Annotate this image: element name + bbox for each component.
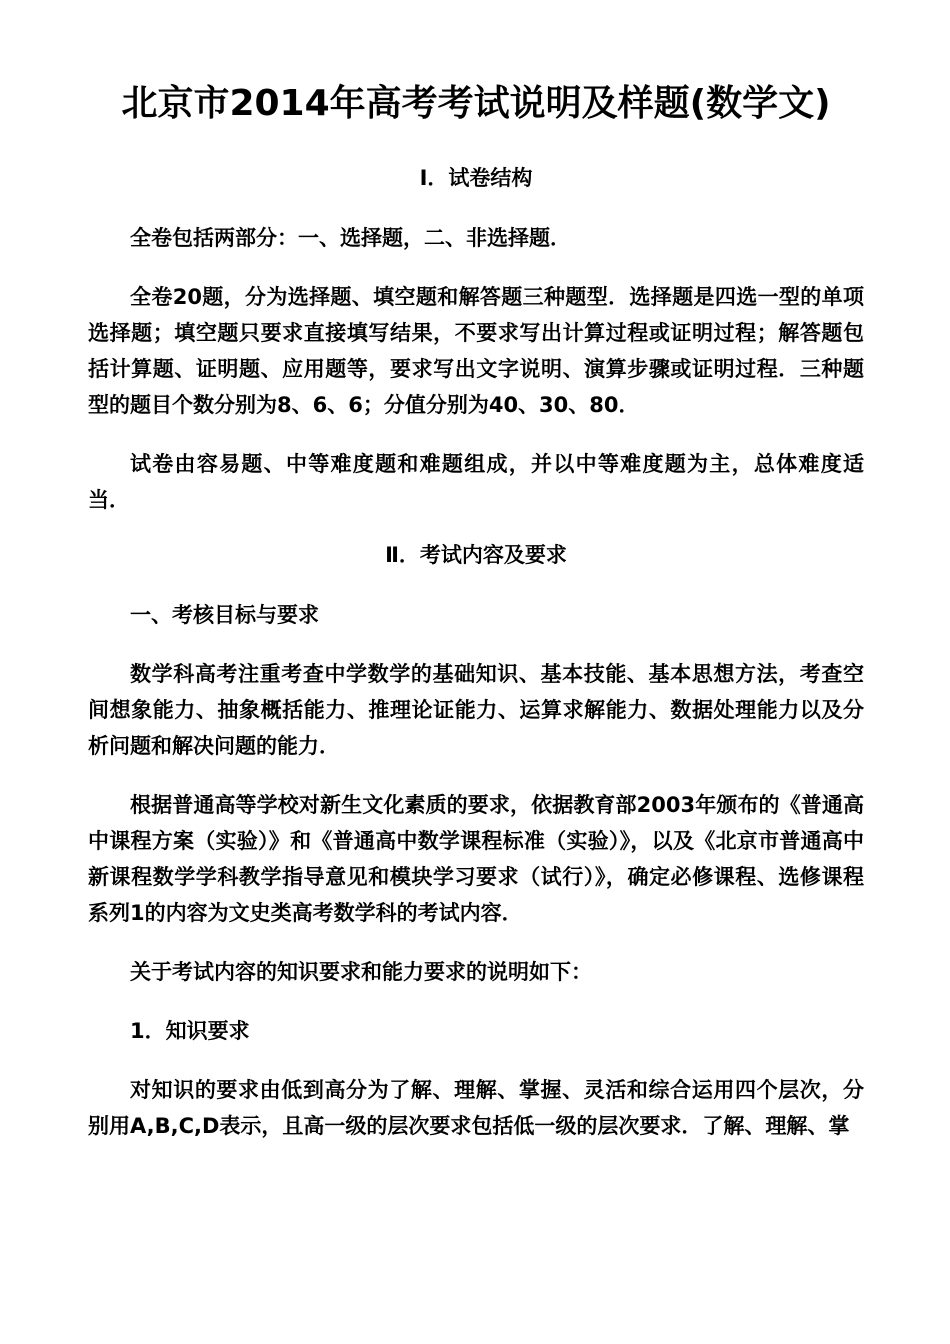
paragraph: 试卷由容易题、中等难度题和难题组成，并以中等难度题为主，总体难度适当． xyxy=(88,452,864,512)
paragraph: 根据普通高等学校对新生文化素质的要求，依据教育部2003年颁布的《普通高中课程方案（实验）》和《普通高中数学课程标准（实验）》，以及《北京市普通高中新课程数学学科教学指导意见和模块学习要求（试行）》，确定必修课程、选修课程系列1的内容为文史类高考数学科的考试内容． xyxy=(88,793,864,925)
section-heading-structure: Ⅰ．试卷结构 xyxy=(419,166,533,190)
subheading-objectives: 一、考核目标与要求 xyxy=(130,603,319,627)
section-heading-content: Ⅱ．考试内容及要求 xyxy=(385,543,567,567)
subheading-knowledge: 1．知识要求 xyxy=(130,1019,250,1043)
paragraph: 对知识的要求由低到高分为了解、理解、掌握、灵活和综合运用四个层次，分别用A,B,C,D表示，且高一级的层次要求包括低一级的层次要求．了解、理解、掌 xyxy=(88,1078,864,1138)
paragraph: 全卷包括两部分：一、选择题，二、非选择题． xyxy=(130,226,571,250)
paragraph: 数学科高考注重考查中学数学的基础知识、基本技能、基本思想方法，考查空间想象能力、抽象概括能力、推理论证能力、运算求解能力、数据处理能力以及分析问题和解决问题的能力． xyxy=(88,662,864,758)
document-page xyxy=(88,78,864,1167)
paragraph: 全卷20题，分为选择题、填空题和解答题三种题型．选择题是四选一型的单项选择题；填空题只要求直接填写结果，不要求写出计算过程或证明过程；解答题包括计算题、证明题、应用题等，要求写出文字说明、演算步骤或证明过程．三种题型的题目个数分别为8、6、6；分值分别为40、30、80． xyxy=(88,285,864,417)
paragraph: 关于考试内容的知识要求和能力要求的说明如下： xyxy=(130,960,592,984)
document-title: 北京市2014年高考考试说明及样题(数学文) xyxy=(121,83,831,124)
